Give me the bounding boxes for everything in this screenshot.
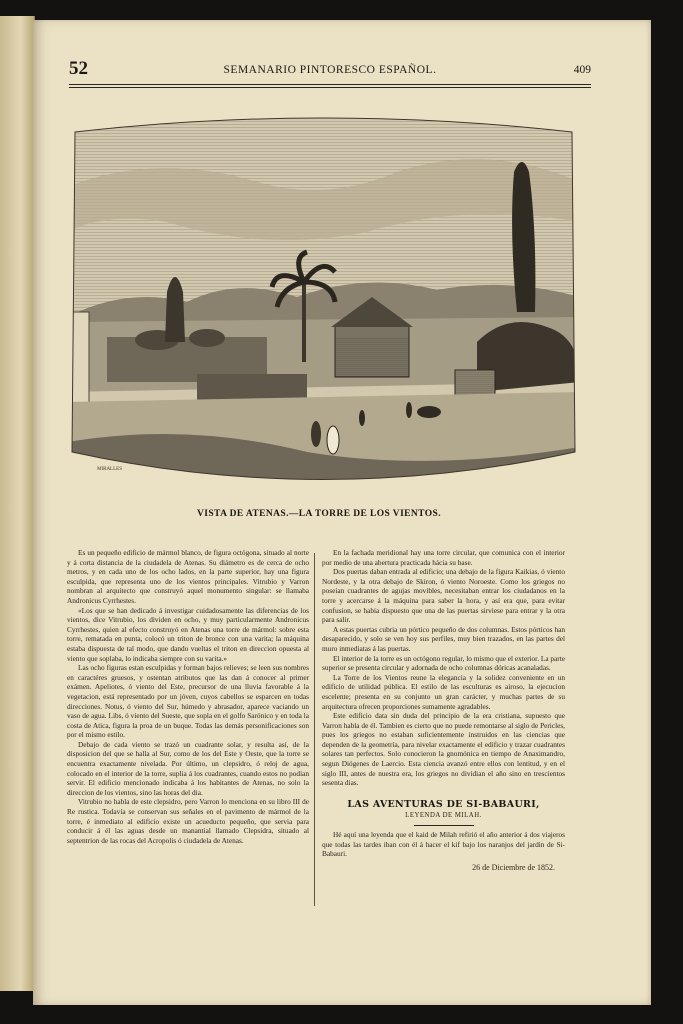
paragraph: Las ocho figuras estan esculpidas y forman bajos relieves; se leen sus nombres en caractéres gruesos, y ostentan atributos que las dan á conocer al primer exámen. Apeliotes, ó viento del Este, precursor de una lluvia favorable á la vegetacion, está representado por un jóven, cuyos cabellos se esparcen en todas direcciones. Notus, ó viento del Sur, húmedo y abrasador, aparece vaciando un vaso de agua. Libs, ó viento del Sueste, que sopla en el golfo Sarónico y en toda la costa de Atica, figura la proa de un buque. Todas las demás personificaciones son por el mismo estilo. xyxy=(67,663,309,740)
donkey xyxy=(417,406,441,418)
paragraph: A estas puertas cubria un pórtico pequeño de dos columnas. Estos pórticos han desaparecido, y solo se ven hoy sus perfiles, muy bien trazados, en las partes del muro inmediatas á las puertas. xyxy=(322,624,565,653)
facing-page-edge xyxy=(0,16,35,991)
paragraph: Este edificio data sin duda del principio de la era cristiana, supuesto que Varron habla de él. Tambien es cierto que no puede remontarse al siglo de Pericles, pues los griegos no estaban suficientemente instruidos en las ciencias que dependen de la geometría, para nivelar exactamente el edificio y trazar cuadrantes solares tan perfectos. Solo conocieron la gnomónica en tiempo de Anaximandro, segun Diógenes de Laercio. Esta ciencia avanzó entre ellos con lentitud, y en el siglo III, antes de nuestra era, los griegos no dividian el año sino en trescientos sesenta dias. xyxy=(322,711,565,788)
story-title: LAS AVENTURAS DE SI-BABAURI, xyxy=(347,798,540,810)
white-house-left xyxy=(67,312,89,412)
header-rule-double xyxy=(69,87,591,88)
article-left-column xyxy=(67,548,309,845)
column-rule xyxy=(314,553,315,906)
dome xyxy=(189,329,225,347)
paragraph: Debajo de cada viento se trazó un cuadrante solar, y resulta así, de la disposicion del que se halla al Sur, como de los del Este y Oeste, que la torre se encuentra exactamente nivelada. Por último, un clepsidro, ó reloj de agua, colocado en el interior de la torre, suplia á los cuadrantes, cuando estos no podian servir. El edificio mencionado indicaba á los habitantes de Atenas, no solo la direccion de los vientos, sino las horas del dia. xyxy=(67,739,309,797)
story-paragraph: Hé aquí una leyenda que el kaid de Milah refirió el año anterior á dos viajeros que todas las tardes iban con él á hacer el kif bajo los naranjos del jardin de Si-Babauri. xyxy=(322,830,565,859)
paragraph: Vitrubio no habla de este clepsidro, pero Varron lo menciona en su libro III de Re rustica. Todavía se conservan sus señales en el pavimento de mármol de la torre, é inmediato al edificio existe un acueducto pequeño, que servia para conducir á él las aguas desde un manantial llamado Clepsidra, situado al septentrion de las rocas del Acropolis ó ciudadela de Atenas. xyxy=(67,797,309,845)
paragraph: En la fachada meridional hay una torre circular, que comunica con el interior por medio de una abertura practicada hácia su base. xyxy=(322,548,565,567)
engraver-signature: MIRALLES xyxy=(97,467,122,472)
figure-walking xyxy=(359,410,365,426)
running-header xyxy=(69,58,591,84)
paragraph: El interior de la torre es un octógono regular, lo mismo que el exterior. La parte superior se presenta circular y adornada de ocho columnas dóricas acanaladas. xyxy=(322,653,565,673)
article-right-column xyxy=(322,548,565,872)
paragraph: La Torre de los Vientos reune la elegancia y la solidez conveniente en un edificio de utilidad pública. El estilo de las esculturas es airoso, la ejecucion escelente; presenta en su conjunto un gran carácter, y muchas partes de su arquitectura ofrecen proporciones sumamente agradables. xyxy=(322,672,565,711)
paragraph: Dos puertas daban entrada al edificio; una debajo de la figura Kaikias, ó viento Nordeste, y la otra debajo de Skiron, ó viento Noroeste. Como los griegos no poseian cuadrantes de agujas movibles, necesitaban entrar los ciudadanos en la torre y acercarse á la máquina para saber la hora, y así era que, para evitar confusion, se habia dispuesto que una de las puertas sirviese para entrar y la otra para salir. xyxy=(322,567,565,625)
publication-title: SEMANARIO PINTORESCO ESPAÑOL. xyxy=(223,64,437,76)
page-number: 409 xyxy=(573,64,591,76)
issue-date: 26 de Diciembre de 1852. xyxy=(472,862,555,872)
story-rule xyxy=(414,825,474,826)
tower-masonry xyxy=(335,337,409,377)
header-rule xyxy=(69,84,591,85)
figure-white-robe xyxy=(327,426,339,454)
paragraph: Es un pequeño edificio de mármol blanco, de figura octógona, situado al norte y á corta distancia de la ciudadela de Atenas. Su diámetro es de cerca de ocho metros, y en cada uno de los ocho lados, en la parte superior, hay una figura esculpida, que representa uno de los vientos principales. Vitrubio y Varron nombran al arquitecto que construyó aquel monumento singular: se llamaba Andronicus Cyrrhestes. xyxy=(67,548,309,605)
story-subtitle: LEYENDA DE MILAH. xyxy=(405,812,482,820)
palm-trunk xyxy=(302,282,306,362)
illustration-caption: VISTA DE ATENAS.—LA TORRE DE LOS VIENTOS. xyxy=(197,509,441,519)
page xyxy=(33,20,651,1005)
figure-walking xyxy=(406,402,412,418)
engraving-svg xyxy=(67,112,580,494)
figure-standing xyxy=(311,421,321,447)
engraving-view-of-athens xyxy=(67,112,580,494)
issue-number: 52 xyxy=(69,58,88,79)
paragraph: «Los que se han dedicado á investigar cuidadosamente las diferencias de los vientos, dice Vitrubio, los dividen en ocho, y muy particularmente Andronicus Cyrrhestes, quien al efecto construyó en Atenas una torre de mármol: sobre esta torre, rematada en punta, colocó un triton de bronce con una varita; la máquina estaba dispuesta de tal modo, que dando vueltas el triton en direccion opuesta al viento que soplaba, lo indicaba siempre con su varita.» xyxy=(67,605,309,663)
